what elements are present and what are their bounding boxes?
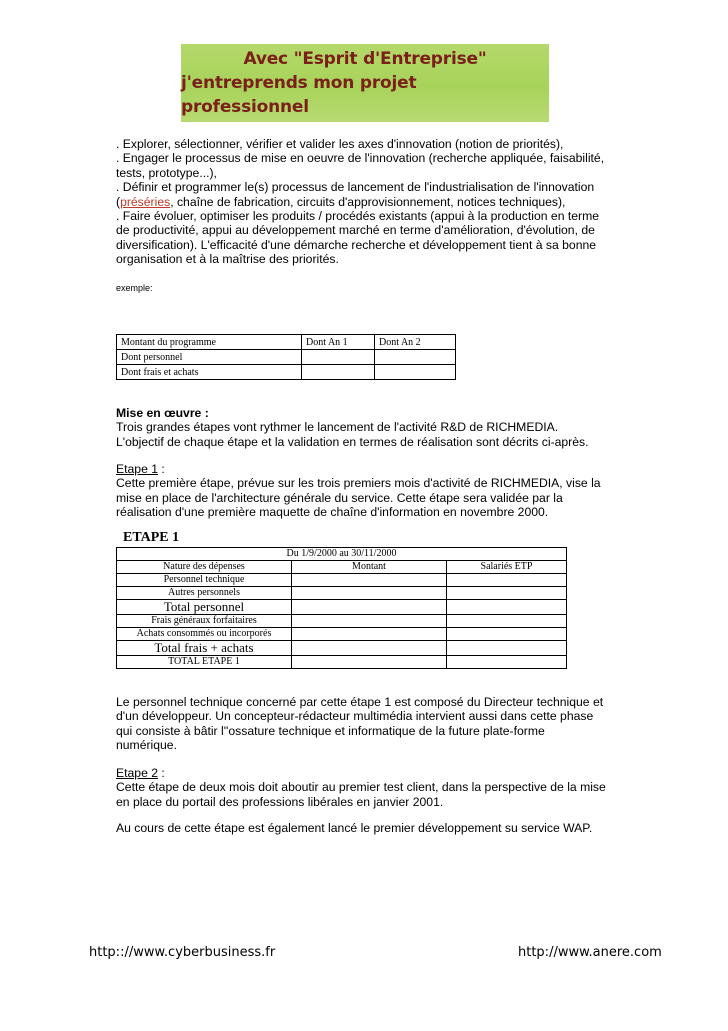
table-header: Salariés ETP — [447, 561, 567, 574]
table-cell — [302, 365, 375, 380]
intro-line: organisation et à la maîtrise des priorités. — [116, 252, 339, 267]
etape-table-title: ETAPE 1 — [123, 530, 180, 545]
section-heading: Mise en œuvre : — [116, 406, 209, 420]
table-cell — [375, 350, 456, 365]
banner-line-2: j'entreprends mon projet professionnel — [181, 73, 417, 117]
preseries-link[interactable]: préséries — [120, 194, 171, 209]
example-label: exemple: — [116, 283, 153, 293]
table-row — [117, 548, 567, 561]
paragraph-line: L'objectif de chaque étape et la validation en termes de réalisation sont décrits ci-après. — [116, 434, 589, 449]
table-header: Montant — [292, 561, 447, 574]
table-row — [117, 615, 567, 628]
header-banner — [181, 44, 549, 122]
paragraph-line: Trois grandes étapes vont rythmer le lancement de l'activité R&D de RICHMEDIA. — [116, 420, 559, 435]
table-header: Dont An 1 — [302, 335, 375, 350]
personnel-paragraph — [116, 695, 616, 753]
paragraph-line: mise en place de l'architecture générale du service. Cette étape sera validée par la — [116, 490, 563, 505]
intro-line: diversification). L'efficacité d'une démarche recherche et développement tient à sa bonne — [116, 237, 597, 252]
program-table — [116, 334, 456, 380]
etape2-section — [116, 766, 616, 809]
etape2-heading: Etape 2 : — [116, 766, 165, 780]
table-row — [117, 350, 456, 365]
table-row — [117, 365, 456, 380]
table-cell — [375, 365, 456, 380]
table-cell: Total personnel — [117, 600, 292, 615]
table-row — [117, 335, 456, 350]
etape1-section — [116, 462, 616, 520]
table-row — [117, 587, 567, 600]
table-cell: Autres personnels — [117, 587, 292, 600]
paragraph-line: en place du portail des professions libérales en janvier 2001. — [116, 794, 444, 809]
table-header: Nature des dépenses — [117, 561, 292, 574]
paragraph-line: qui consiste à bâtir l''ossature technique et informatique de la future plate-forme — [116, 723, 545, 738]
intro-line: . Faire évoluer, optimiser les produits / procédés existants (appui à la production en terme — [116, 209, 600, 224]
intro-line: de productivité, appui au développement marché en terme d'amélioration, d'évolution, de — [116, 223, 595, 238]
footer-link-right[interactable]: http://www.anere.com — [518, 945, 662, 960]
paragraph-line: numérique. — [116, 738, 177, 753]
table-cell: Dont frais et achats — [117, 365, 302, 380]
etape1-table — [116, 547, 567, 669]
footer-link-left[interactable]: http:://www.cyberbusiness.fr — [89, 945, 276, 960]
intro-line: (préséries, chaîne de fabrication, circuits d'approvisionnement, notices techniques), — [116, 194, 566, 209]
table-cell: Total frais + achats — [117, 641, 292, 656]
table-row — [117, 561, 567, 574]
table-cell — [302, 350, 375, 365]
table-row — [117, 656, 567, 669]
mise-section — [116, 406, 616, 449]
table-header: Dont An 2 — [375, 335, 456, 350]
table-row — [117, 641, 567, 656]
table-header: Montant du programme — [117, 335, 302, 350]
table-cell: Frais généraux forfaitaires — [117, 615, 292, 628]
intro-line: . Définir et programmer le(s) processus de lancement de l'industrialisation de l'innovation — [116, 180, 595, 195]
table-row — [117, 574, 567, 587]
table-cell: Dont personnel — [117, 350, 302, 365]
paragraph-line: d'un développeur. Un concepteur-rédacteur multimédia intervient aussi dans cette phase — [116, 709, 594, 724]
intro-line: tests, prototype...), — [116, 165, 217, 180]
intro-line: . Explorer, sélectionner, vérifier et valider les axes d'innovation (notion de priorités), — [116, 137, 564, 151]
banner-line-1: Avec "Esprit d'Entreprise" — [243, 49, 487, 69]
table-cell: TOTAL ETAPE 1 — [117, 656, 292, 669]
paragraph-line: Cette étape de deux mois doit aboutir au premier test client, dans la perspective de la mise — [116, 780, 606, 795]
table-cell: Achats consommés ou incorporés — [117, 628, 292, 641]
table-row — [117, 628, 567, 641]
table-row — [117, 600, 567, 615]
paragraph-line: Le personnel technique concerné par cette étape 1 est composé du Directeur technique et — [116, 695, 604, 709]
paragraph-line: Cette première étape, prévue sur les trois premiers mois d'activité de RICHMEDIA, vise la — [116, 476, 601, 491]
table-cell: Personnel technique — [117, 574, 292, 587]
period-cell: Du 1/9/2000 au 30/11/2000 — [117, 548, 567, 561]
paragraph-line: réalisation d'une première maquette de chaîne d'information en novembre 2000. — [116, 505, 549, 520]
etape1-heading: Etape 1 : — [116, 462, 165, 476]
intro-list — [116, 137, 616, 267]
wap-paragraph: Au cours de cette étape est également lancé le premier développement su service WAP. — [116, 821, 593, 835]
intro-line: . Engager le processus de mise en oeuvre de l'innovation (recherche appliquée, faisabilité, — [116, 151, 605, 166]
